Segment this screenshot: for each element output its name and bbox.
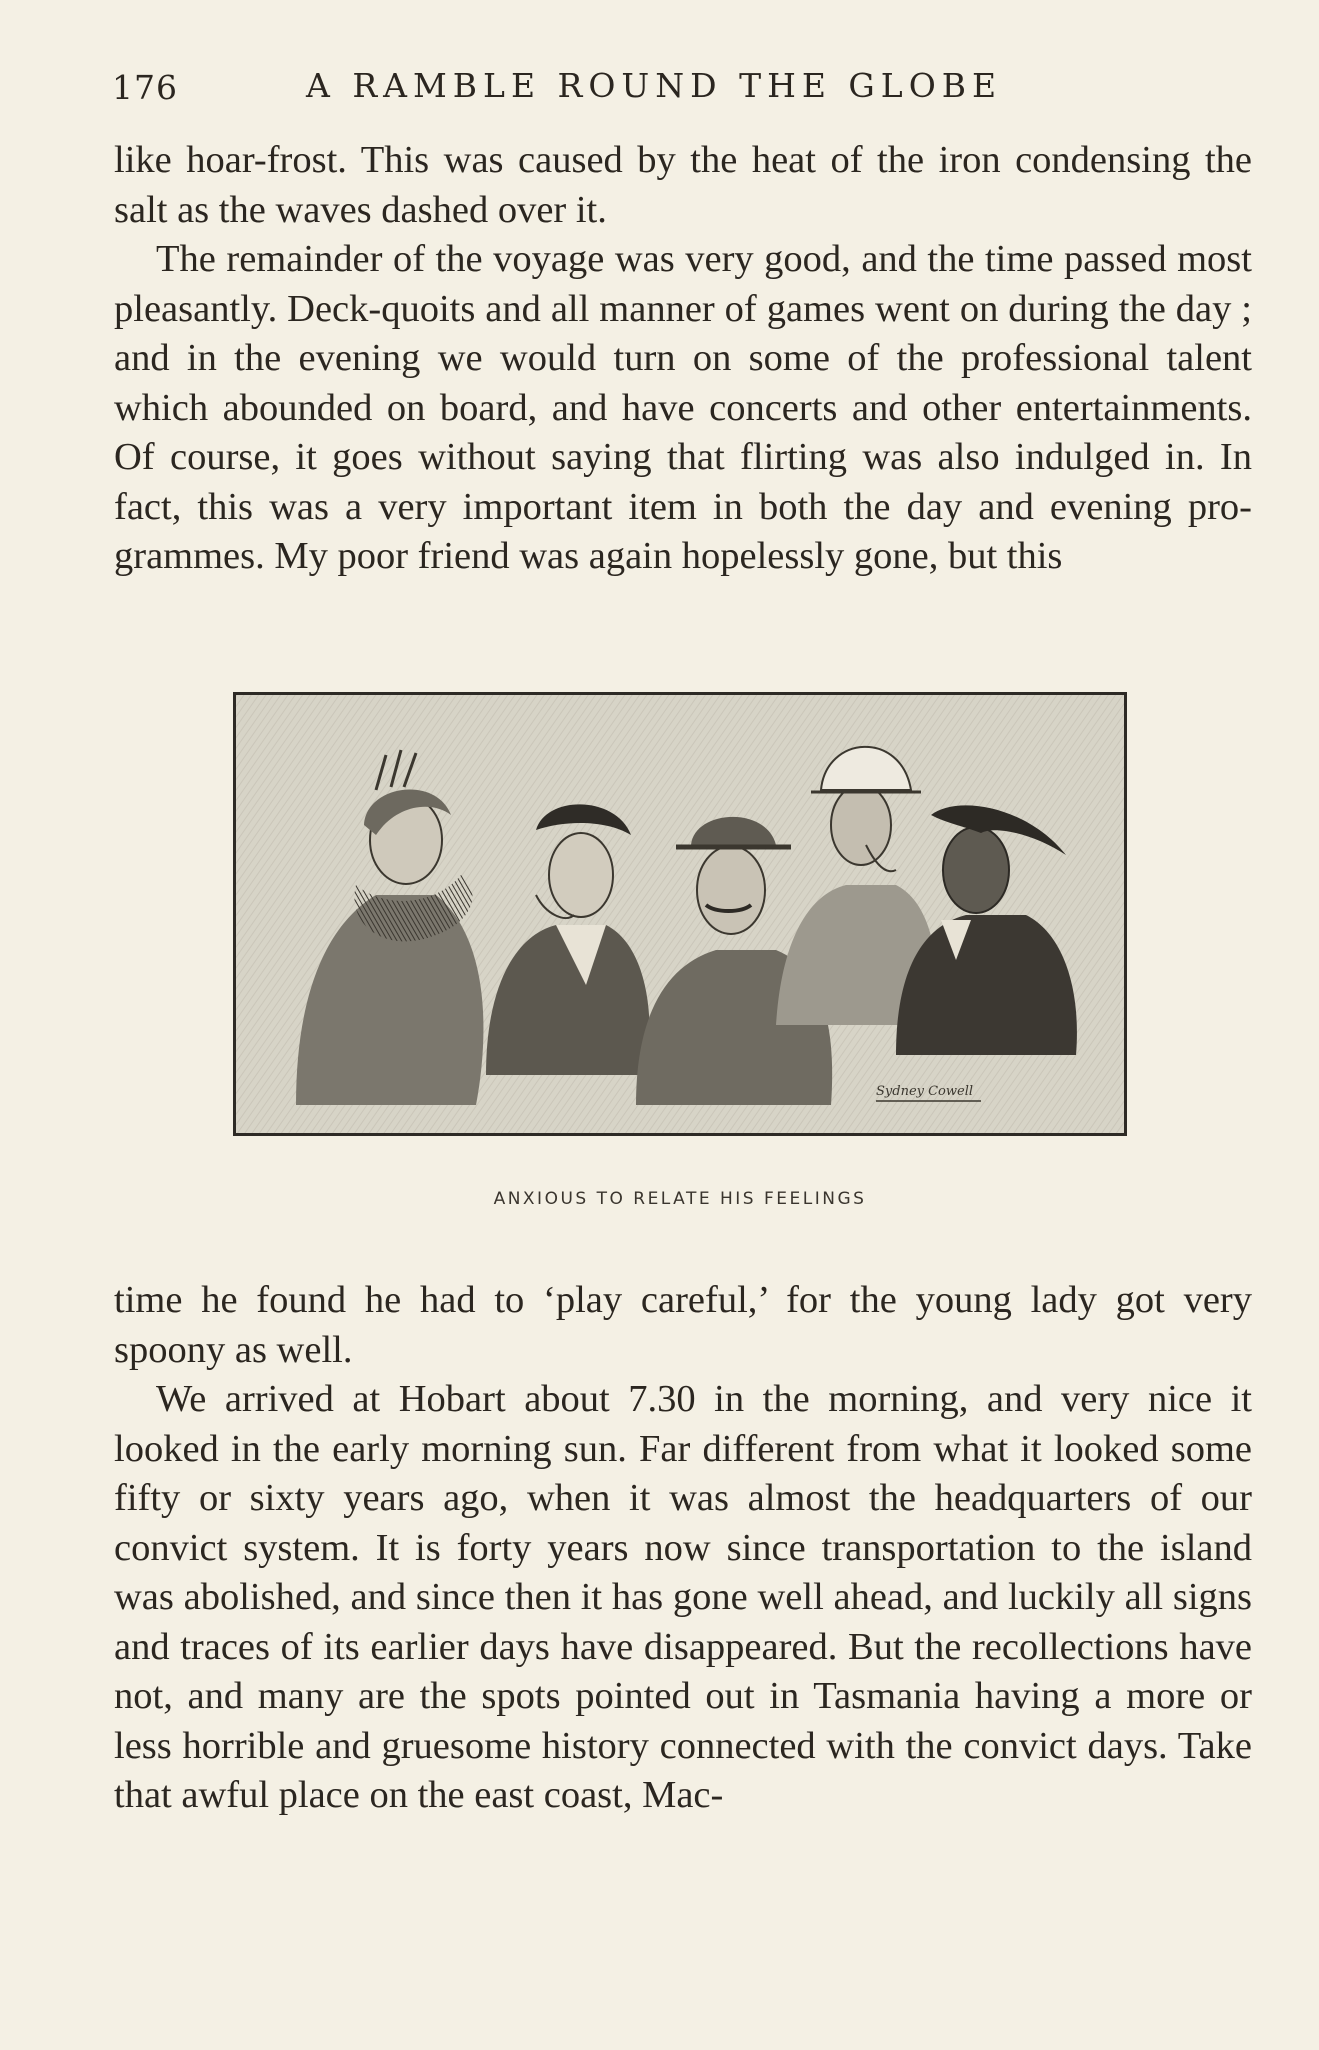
- paragraph: like hoar-frost. This was caused by the heat of the iron condensing the salt as the waves dashed over it.: [114, 139, 1252, 231]
- figure-caption: ANXIOUS TO RELATE HIS FEELINGS: [493, 1189, 867, 1209]
- illustration: [233, 692, 1127, 1136]
- paragraph: We arrived at Hobart about 7.30 in the morning, and very nice it looked in the early morning sun. Far different from what it looked some fifty or sixty years ago, when it was almost the headquarters of our convict system. It is forty years now since transportation to the island was abolished, and since then it has gone well ahead, and luckily all signs and traces of its earlier days have disappeared. But the recollections have not, and many are the spots pointed out in Tasmania having a more or less horrible and gruesome history connected with the convict days. Take that awful place on the east coast, Mac-: [114, 1378, 1252, 1816]
- body-text-top: [114, 136, 1252, 582]
- page-number: 176: [112, 68, 178, 107]
- page-header: [112, 62, 1252, 122]
- body-text-bottom: [114, 1276, 1252, 1821]
- running-title: A RAMBLE ROUND THE GLOBE: [306, 66, 1003, 105]
- paragraph: time he found he had to ‘play careful,’ for the young lady got very spoony as well.: [114, 1279, 1252, 1371]
- illustration-drawing: [236, 695, 1124, 1133]
- artist-signature: Sydney Cowell: [876, 1084, 974, 1099]
- paragraph: The remainder of the voyage was very good, and the time passed most pleasantly. Deck-quoits and all manner of games went on during the day ; and in the evening we would turn on some of the professional talent which abounded on board, and have concerts and other entertainments. Of course, it goes without saying that flirting was also indulged in. In fact, this was a very important item in both the day and evening programmes. My poor friend was again hopelessly gone, but this: [114, 238, 1252, 577]
